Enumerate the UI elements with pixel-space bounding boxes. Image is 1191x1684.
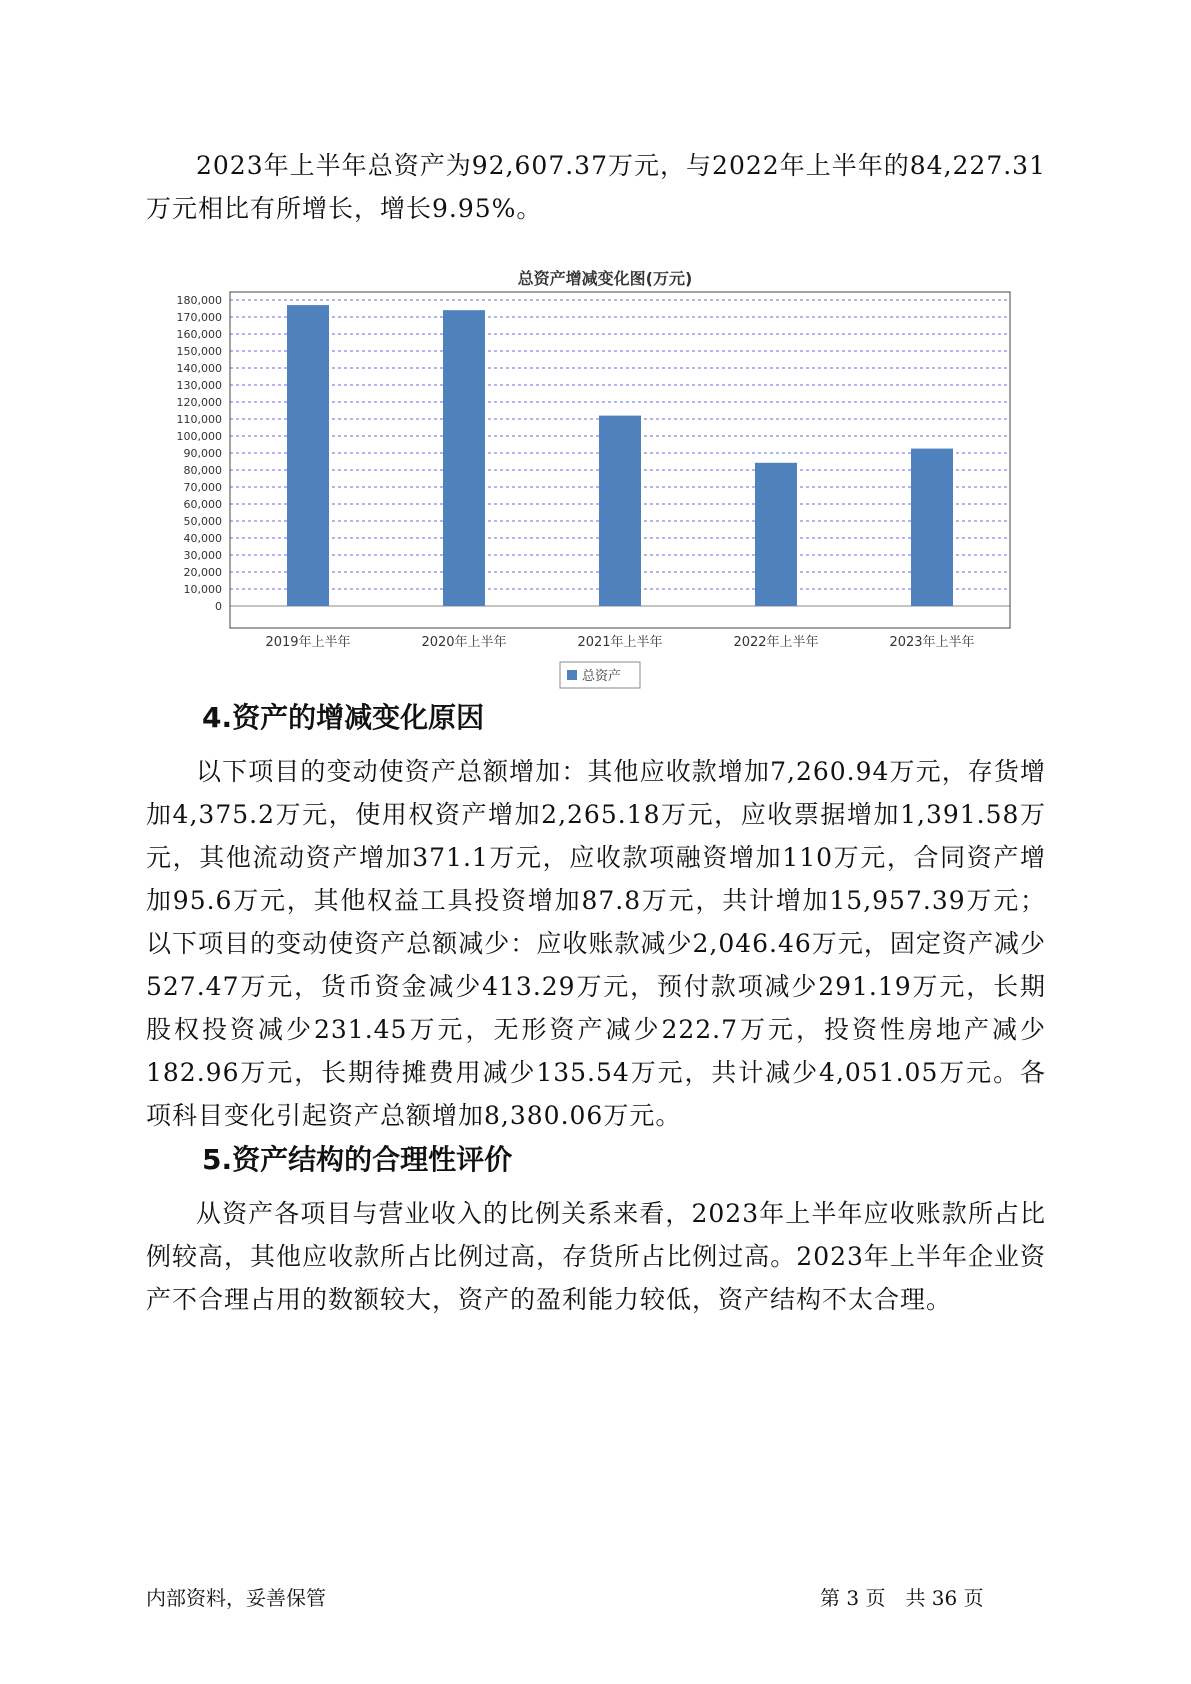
y-tick-label: 0 (215, 600, 222, 613)
intro-paragraph: 2023年上半年总资产为92,607.37万元，与2022年上半年的84,227.31万元相比有所增长，增长9.95%。 (146, 151, 1046, 223)
y-axis (177, 294, 223, 613)
y-tick-label: 20,000 (183, 566, 222, 579)
x-axis (265, 634, 974, 650)
y-tick-label: 150,000 (176, 345, 222, 358)
chart-title: 总资产增减变化图(万元) (517, 269, 693, 288)
chart-bars (287, 305, 953, 606)
page-number: 第 3 页 共 36 页 (820, 1586, 984, 1610)
x-tick-label: 2019年上半年 (265, 635, 351, 650)
y-tick-label: 110,000 (176, 413, 222, 426)
total-assets-chart (150, 262, 1030, 722)
footer-note: 内部资料，妥善保管 (146, 1586, 326, 1610)
y-tick-label: 170,000 (176, 311, 222, 324)
y-tick-label: 120,000 (176, 396, 222, 409)
x-tick-label: 2022年上半年 (733, 635, 819, 650)
legend-label: 总资产 (582, 669, 622, 684)
bar-1 (443, 310, 485, 606)
y-tick-label: 100,000 (176, 430, 222, 443)
section-5-paragraph: 从资产各项目与营业收入的比例关系来看，2023年上半年应收账款所占比例较高，其他应收款所占比例过高，存货所占比例过高。2023年上半年企业资产不合理占用的数额较大，资产的盈利能力较低，资产结构不太合理。 (146, 1199, 1046, 1314)
y-tick-label: 30,000 (183, 549, 222, 562)
section-4-heading: 4.资产的增减变化原因 (202, 701, 485, 734)
section-4-paragraph: 以下项目的变动使资产总额增加：其他应收款增加7,260.94万元，存货增加4,375.2万元，使用权资产增加2,265.18万元，应收票据增加1,391.58万元，其他流动资产增加371.1万元，应收款项融资增加110万元，合同资产增加95.6万元，其他权益工具投资增加87.8万元，共计增加15,957.39万元；以下项目的变动使资产总额减少：应收账款减少2,046.46万元，固定资产减少527.47万元，货币资金减少413.29万元，预付款项减少291.19万元，长期股权投资减少231.45万元，无形资产减少222.7万元，投资性房地产减少182.96万元，长期待摊费用减少135.54万元，共计减少4,051.05万元。各项科目变化引起资产总额增加8,380.06万元。 (146, 757, 1046, 1130)
x-tick-label: 2023年上半年 (889, 635, 975, 650)
y-tick-label: 180,000 (176, 294, 222, 307)
y-tick-label: 130,000 (176, 379, 222, 392)
y-tick-label: 70,000 (183, 481, 222, 494)
bar-4 (911, 449, 953, 606)
y-tick-label: 60,000 (183, 498, 222, 511)
bar-3 (755, 463, 797, 606)
x-tick-label: 2021年上半年 (577, 635, 663, 650)
y-tick-label: 90,000 (183, 447, 222, 460)
bar-0 (287, 305, 329, 606)
y-tick-label: 50,000 (183, 515, 222, 528)
y-tick-label: 140,000 (176, 362, 222, 375)
chart-legend (560, 662, 640, 688)
x-tick-label: 2020年上半年 (421, 635, 507, 650)
y-tick-label: 40,000 (183, 532, 222, 545)
bar-2 (599, 416, 641, 606)
section-5-heading: 5.资产结构的合理性评价 (202, 1143, 513, 1176)
y-tick-label: 10,000 (183, 583, 222, 596)
y-tick-label: 80,000 (183, 464, 222, 477)
y-tick-label: 160,000 (176, 328, 222, 341)
legend-swatch (567, 670, 577, 680)
